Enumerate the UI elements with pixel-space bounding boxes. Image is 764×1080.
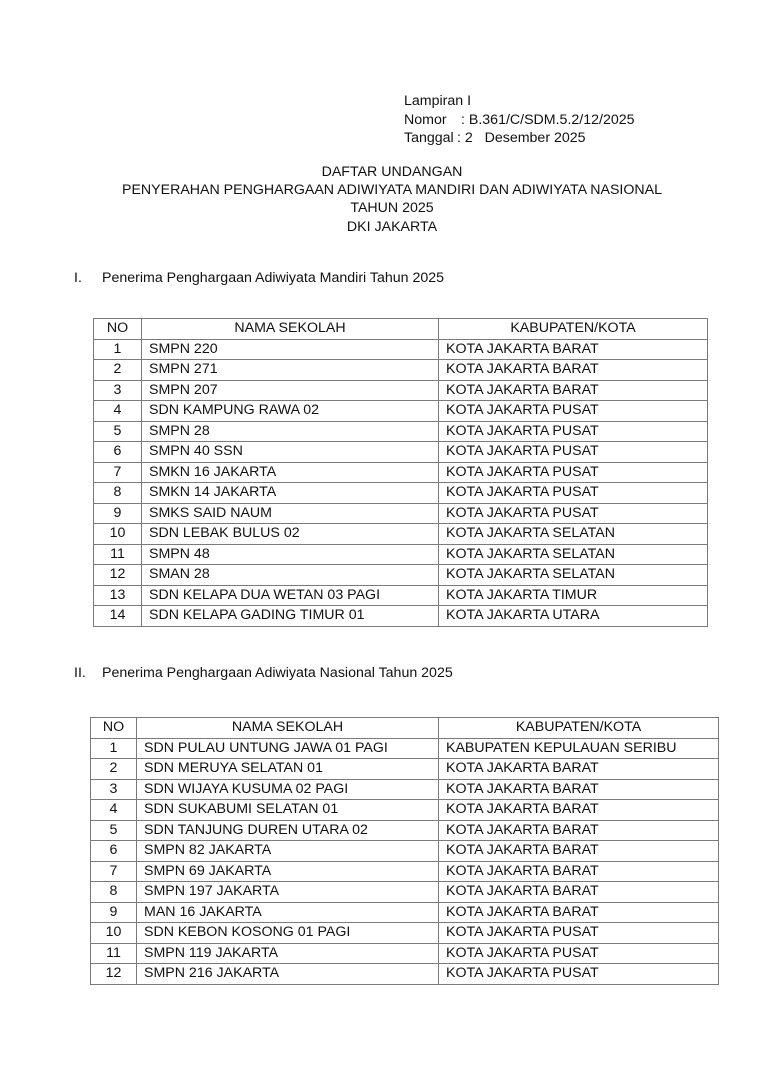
cell-kabupaten-kota: KABUPATEN KEPULAUAN SERIBU (439, 738, 719, 759)
table-row (94, 462, 708, 483)
cell-kabupaten-kota: KOTA JAKARTA BARAT (439, 800, 719, 821)
tanggal-value: : 2 Desember 2025 (457, 130, 586, 146)
letter-meta (404, 92, 635, 148)
table-row (94, 544, 708, 565)
table-body (94, 339, 708, 626)
table-row (94, 360, 708, 381)
table-row (94, 524, 708, 545)
table-row (94, 503, 708, 524)
section-numeral: I. (74, 270, 82, 286)
cell-kabupaten-kota: KOTA JAKARTA BARAT (439, 380, 708, 401)
cell-kabupaten-kota: KOTA JAKARTA BARAT (439, 861, 719, 882)
table-row (91, 902, 719, 923)
nomor-line (404, 111, 635, 130)
cell-kabupaten-kota: KOTA JAKARTA PUSAT (439, 462, 708, 483)
cell-no: 7 (94, 462, 142, 483)
cell-kabupaten-kota: KOTA JAKARTA PUSAT (439, 442, 708, 463)
cell-no: 9 (91, 902, 137, 923)
cell-no: 6 (94, 442, 142, 463)
cell-nama-sekolah: SDN WIJAYA KUSUMA 02 PAGI (137, 779, 439, 800)
cell-nama-sekolah: SDN KAMPUNG RAWA 02 (142, 401, 439, 422)
table-row (91, 800, 719, 821)
cell-no: 8 (91, 882, 137, 903)
cell-no: 10 (94, 524, 142, 545)
cell-kabupaten-kota: KOTA JAKARTA UTARA (439, 606, 708, 627)
lampiran-label: Lampiran I (404, 93, 472, 109)
cell-nama-sekolah: SMPN 82 JAKARTA (137, 841, 439, 862)
cell-nama-sekolah: SDN KELAPA GADING TIMUR 01 (142, 606, 439, 627)
table-row (94, 606, 708, 627)
cell-no: 3 (91, 779, 137, 800)
table-row (91, 820, 719, 841)
column-header-kabupaten-kota: KABUPATEN/KOTA (439, 718, 719, 739)
cell-no: 4 (91, 800, 137, 821)
table-row (94, 421, 708, 442)
cell-kabupaten-kota: KOTA JAKARTA BARAT (439, 779, 719, 800)
cell-no: 7 (91, 861, 137, 882)
table-mandiri (93, 318, 708, 627)
table-row (94, 401, 708, 422)
table-row (94, 442, 708, 463)
tanggal-label: Tanggal (404, 130, 454, 146)
section-title: Penerima Penghargaan Adiwiyata Nasional Tahun 2025 (102, 665, 453, 681)
column-header-no: NO (94, 319, 142, 340)
cell-kabupaten-kota: KOTA JAKARTA SELATAN (439, 565, 708, 586)
cell-kabupaten-kota: KOTA JAKARTA PUSAT (439, 503, 708, 524)
column-header-nama-sekolah: NAMA SEKOLAH (142, 319, 439, 340)
section-heading-mandiri (74, 269, 444, 287)
cell-nama-sekolah: SMKN 14 JAKARTA (142, 483, 439, 504)
cell-no: 14 (94, 606, 142, 627)
table-row (91, 964, 719, 985)
cell-kabupaten-kota: KOTA JAKARTA PUSAT (439, 483, 708, 504)
cell-nama-sekolah: SMPN 197 JAKARTA (137, 882, 439, 903)
column-header-no: NO (91, 718, 137, 739)
section-title: Penerima Penghargaan Adiwiyata Mandiri Tahun 2025 (102, 270, 445, 286)
cell-nama-sekolah: SDN MERUYA SELATAN 01 (137, 759, 439, 780)
tanggal-line (404, 129, 635, 148)
table-row (91, 943, 719, 964)
cell-nama-sekolah: MAN 16 JAKARTA (137, 902, 439, 923)
cell-no: 9 (94, 503, 142, 524)
cell-no: 1 (91, 738, 137, 759)
cell-kabupaten-kota: KOTA JAKARTA SELATAN (439, 524, 708, 545)
cell-kabupaten-kota: KOTA JAKARTA BARAT (439, 360, 708, 381)
cell-nama-sekolah: SMPN 220 (142, 339, 439, 360)
cell-kabupaten-kota: KOTA JAKARTA SELATAN (439, 544, 708, 565)
cell-nama-sekolah: SDN KEBON KOSONG 01 PAGI (137, 923, 439, 944)
table-header-row (91, 718, 719, 739)
cell-kabupaten-kota: KOTA JAKARTA PUSAT (439, 923, 719, 944)
column-header-kabupaten-kota: KABUPATEN/KOTA (439, 319, 708, 340)
cell-nama-sekolah: SMPN 28 (142, 421, 439, 442)
table-row (94, 565, 708, 586)
cell-no: 13 (94, 585, 142, 606)
cell-kabupaten-kota: KOTA JAKARTA BARAT (439, 902, 719, 923)
cell-nama-sekolah: SDN TANJUNG DUREN UTARA 02 (137, 820, 439, 841)
nomor-label: Nomor (404, 111, 447, 128)
nomor-value: : B.361/C/SDM.5.2/12/2025 (461, 111, 635, 128)
cell-no: 3 (94, 380, 142, 401)
table-row (94, 339, 708, 360)
cell-nama-sekolah: SMPN 207 (142, 380, 439, 401)
cell-kabupaten-kota: KOTA JAKARTA BARAT (439, 759, 719, 780)
cell-kabupaten-kota: KOTA JAKARTA PUSAT (439, 401, 708, 422)
cell-kabupaten-kota: KOTA JAKARTA TIMUR (439, 585, 708, 606)
cell-no: 11 (94, 544, 142, 565)
table-row (94, 483, 708, 504)
section-heading-nasional (74, 664, 453, 682)
title-line-3: TAHUN 2025 (350, 200, 434, 217)
cell-no: 8 (94, 483, 142, 504)
cell-nama-sekolah: SMPN 40 SSN (142, 442, 439, 463)
cell-kabupaten-kota: KOTA JAKARTA BARAT (439, 339, 708, 360)
title-line-4: DKI JAKARTA (346, 218, 438, 235)
column-header-nama-sekolah: NAMA SEKOLAH (137, 718, 439, 739)
cell-nama-sekolah: SMPN 48 (142, 544, 439, 565)
cell-no: 12 (94, 565, 142, 586)
title-line-2: PENYERAHAN PENGHARGAAN ADIWIYATA MANDIRI DAN ADIWIYATA NASIONAL (121, 182, 662, 199)
cell-nama-sekolah: SMPN 119 JAKARTA (137, 943, 439, 964)
table-row (91, 779, 719, 800)
cell-kabupaten-kota: KOTA JAKARTA BARAT (439, 820, 719, 841)
title-line-1: DAFTAR UNDANGAN (321, 164, 463, 180)
cell-no: 4 (94, 401, 142, 422)
cell-nama-sekolah: SMPN 216 JAKARTA (137, 964, 439, 985)
cell-nama-sekolah: SDN LEBAK BULUS 02 (142, 524, 439, 545)
table-row (91, 923, 719, 944)
cell-nama-sekolah: SDN KELAPA DUA WETAN 03 PAGI (142, 585, 439, 606)
cell-no: 6 (91, 841, 137, 862)
cell-no: 11 (91, 943, 137, 964)
cell-no: 12 (91, 964, 137, 985)
table-row (91, 841, 719, 862)
document-title (0, 163, 764, 236)
cell-no: 1 (94, 339, 142, 360)
cell-no: 5 (94, 421, 142, 442)
lampiran-line (404, 92, 635, 111)
table-row (94, 585, 708, 606)
cell-nama-sekolah: SDN PULAU UNTUNG JAWA 01 PAGI (137, 738, 439, 759)
table-row (91, 861, 719, 882)
cell-no: 2 (94, 360, 142, 381)
table-header-row (94, 319, 708, 340)
cell-nama-sekolah: SMPN 271 (142, 360, 439, 381)
cell-nama-sekolah: SMAN 28 (142, 565, 439, 586)
section-numeral: II. (74, 665, 86, 681)
cell-nama-sekolah: SMKN 16 JAKARTA (142, 462, 439, 483)
cell-nama-sekolah: SMKS SAID NAUM (142, 503, 439, 524)
cell-no: 2 (91, 759, 137, 780)
table-row (91, 882, 719, 903)
table-row (91, 759, 719, 780)
cell-no: 10 (91, 923, 137, 944)
table-row (91, 738, 719, 759)
cell-nama-sekolah: SMPN 69 JAKARTA (137, 861, 439, 882)
cell-kabupaten-kota: KOTA JAKARTA PUSAT (439, 964, 719, 985)
cell-kabupaten-kota: KOTA JAKARTA BARAT (439, 882, 719, 903)
cell-kabupaten-kota: KOTA JAKARTA PUSAT (439, 421, 708, 442)
table-row (94, 380, 708, 401)
cell-kabupaten-kota: KOTA JAKARTA PUSAT (439, 943, 719, 964)
cell-kabupaten-kota: KOTA JAKARTA BARAT (439, 841, 719, 862)
table-nasional (90, 717, 719, 985)
cell-no: 5 (91, 820, 137, 841)
cell-nama-sekolah: SDN SUKABUMI SELATAN 01 (137, 800, 439, 821)
table-body (91, 738, 719, 984)
